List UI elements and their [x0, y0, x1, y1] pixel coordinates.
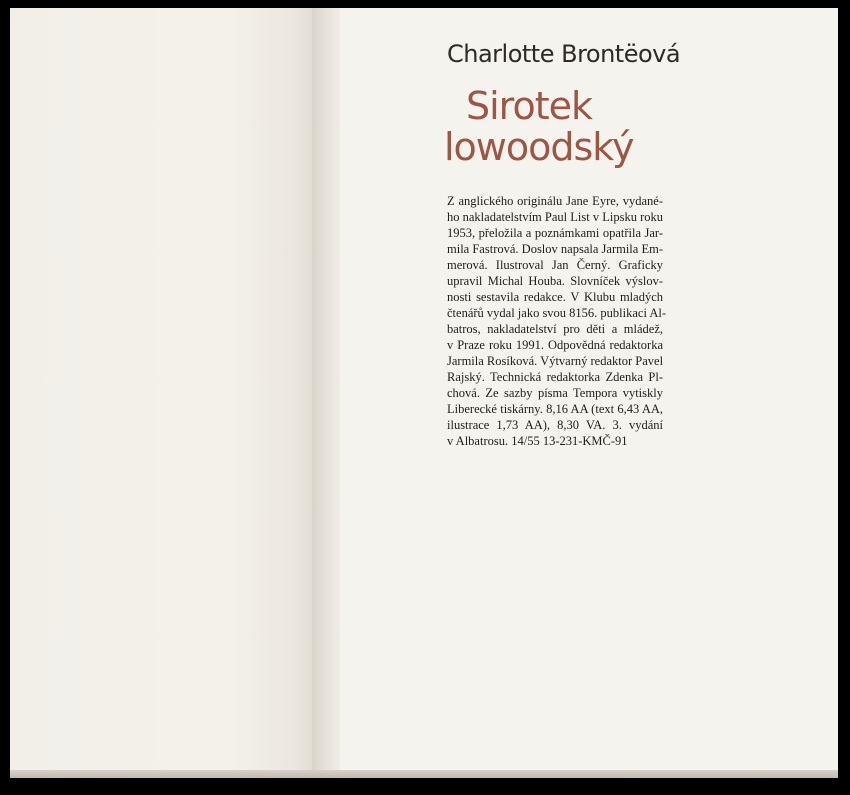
colophon-line: ilustrace 1,73 AA), 8,30 VA. 3. vydání: [447, 418, 663, 432]
colophon-line: chová. Ze sazby písma Tempora vytiskly: [447, 386, 663, 400]
book-title-line-1: Sirotek: [466, 84, 592, 128]
colophon-line: 1953, přeložila a poznámkami opatřila Jar-: [447, 226, 663, 240]
colophon-line: Jarmila Rosíková. Výtvarný redaktor Pavel: [447, 354, 664, 368]
colophon-line: nosti sestavila redakce. V Klubu mladých: [447, 290, 663, 304]
colophon-line: merová. Ilustroval Jan Černý. Graficky: [447, 258, 663, 272]
colophon-line: ho nakladatelstvím Paul List v Lipsku roku: [447, 210, 663, 224]
author-name: Charlotte Brontëová: [447, 40, 681, 68]
colophon-line: v Albatrosu. 14/55 13-231-KMČ-91: [447, 434, 628, 448]
colophon-line: batros, nakladatelství pro děti a mládež,: [447, 322, 663, 336]
colophon-line: v Praze roku 1991. Odpovědná redaktorka: [447, 338, 663, 352]
book-title: [444, 86, 633, 168]
colophon-line: mila Fastrová. Doslov napsala Jarmila Em-: [447, 242, 663, 256]
colophon-line: Z anglického originálu Jane Eyre, vydané-: [447, 194, 663, 208]
colophon-line: čtenářů vydal jako svou 8156. publikaci Al-: [447, 306, 667, 320]
book-title-line-2: lowoodský: [444, 125, 634, 169]
colophon-line: Rajský. Technická redaktorka Zdenka Pl-: [447, 370, 663, 384]
colophon-text: [447, 193, 667, 449]
left-page-blank: [10, 8, 320, 778]
colophon-line: Liberecké tiskárny. 8,16 AA (text 6,43 AA,: [447, 402, 663, 416]
page-edge: [10, 770, 838, 778]
colophon-line: upravil Michal Houba. Slovníček výslov-: [447, 274, 663, 288]
